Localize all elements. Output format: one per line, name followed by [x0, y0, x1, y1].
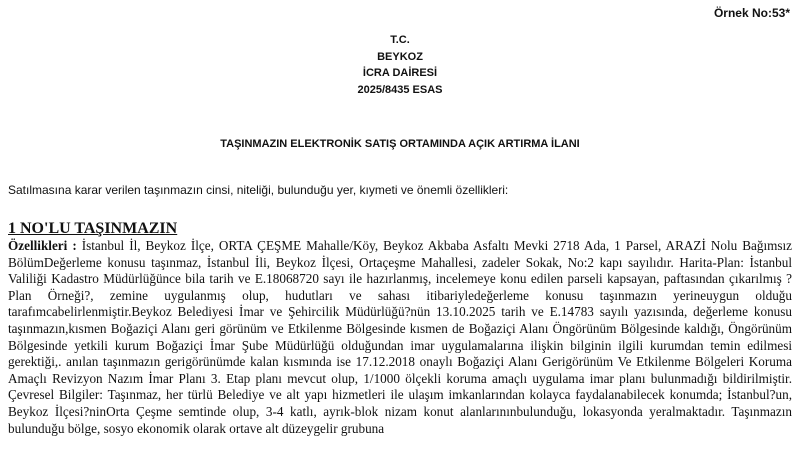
intro-text: Satılmasına karar verilen taşınmazın cinsi, niteliği, bulunduğu yer, kıymeti ve önemli özellikleri: — [8, 183, 509, 197]
section-title: 1 NO'LU TAŞINMAZIN — [8, 220, 178, 237]
features-text: İstanbul İl, Beykoz İlçe, ORTA ÇEŞME Mahalle/Köy, Beykoz Akbaba Asfaltı Mevki 2718 Ada, 1 Parsel, ARAZİ Nolu Bağımsız BölümDeğerleme konusu taşınmaz, İstanbul İli, Beykoz İlçesi, Ortaçeşme Mahallesi, zadeler Sokak, No:2 kapı sayılıdır. Harita-Plan: İstanbul Valiliği Kadastro Müdürlüğünce bila tarih ve E.18068720 sayı ile hazırlanmış, incelemeye konu edilen parseli kapsayan, paftasından çıkarılmış ?Plan Örneği?, zemine uygulanmış olup, hudutları ve sahası itibariyledeğerleme konusu taşınmazın yerineuygun olduğu tarafımcabelirlenmiştir.Beykoz Belediyesi İmar ve Şehircilik Müdürlüğü?nün 13.10.2025 tarih ve E.14783 sayılı yazısında, değerleme konusu taşınmazın,kısmen Boğaziçi Alanı geri görünüm ve Etkilenme Bölgesinde kısmen de Boğaziçi Alanı Öngörünüm Bölgesinde kaldığı, Öngörünüm Bölgesinde yetkili kurum Boğaziçi İmar Şube Müdürlüğü olduğundan imar uygulamalarına ilişkin bilginin ilgili kurumdan temin edilmesi gerektiği,. anılan taşınmazın gerigörünümde kalan kısmında ise 17.12.2018 onaylı Boğaziçi Alanı Gerigörünüm Ve Etkilenme Bölgeleri Koruma Amaçlı Revizyon Nazım İmar Planı 3. Etap planı mevcut olup, 1/1000 ölçekli koruma amaçlı uygulama imar planı bulunmadığı bildirilmiştir. Çevresel Bilgiler: Taşınmaz, her türlü Belediye ve alt yapı hizmetleri ile ulaşım imkanlarından kolayca faydalanabilecek konumda; İstanbul?un, Beykoz İlçesi?ninOrta Çeşme semtinde olup, 3-4 katlı, ayrık-blok nizam konut alanlarınınbulunduğu, lokasyonda yeralmaktadır. Taşınmazın bulunduğu bölge, sosyo ekonomik olarak ortave alt düzeygelir grubuna — [8, 238, 793, 436]
form-number: Örnek No:53* — [713, 6, 790, 20]
announcement-title: TAŞINMAZIN ELEKTRONİK SATIŞ ORTAMINDA AÇIK ARTIRMA İLANI — [220, 138, 580, 150]
office-header — [0, 32, 800, 98]
header-line-case-number: 2025/8435 ESAS — [357, 83, 443, 96]
header-line-tc: T.C. — [390, 34, 410, 46]
features-label: Özellikleri : — [8, 238, 77, 253]
property-description — [8, 238, 792, 437]
header-line-district: BEYKOZ — [377, 50, 423, 63]
header-line-office: İCRA DAİRESİ — [362, 67, 438, 79]
